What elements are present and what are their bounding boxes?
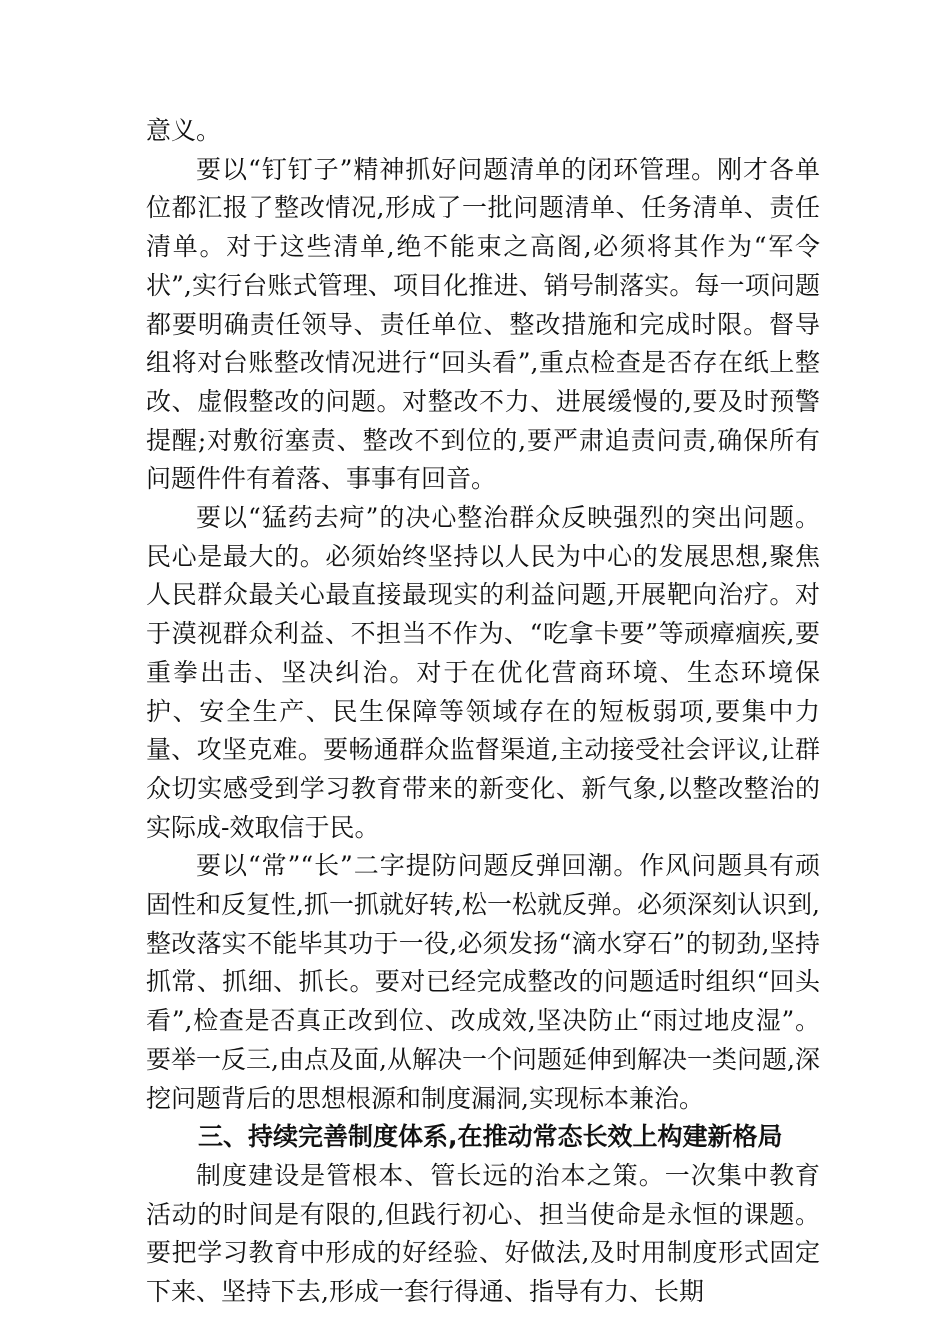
paragraph-continuation: 意义。 bbox=[146, 116, 222, 145]
paragraph-problem-list: 要以“钉钉子”精神抓好问题清单的闭环管理。刚才各单位都汇报了整改情况,形成了一批问题清单、任务清单、责任清单。对于这些清单,绝不能束之高阁,必须将其作为“军令状”,实行台账式管理、项目化推进、销号制落实。每一项问题都要明确责任领导、责任单位、整改措施和完成时限。督导组将对台账整改情况进行“回头看”,重点检查是否存在纸上整改、虚假整改的问题。对整改不力、进展缓慢的,要及时预警提醒;对敷衍塞责、整改不到位的,要严肃追责问责,确保所有问题件件有着落、事事有回音。 bbox=[146, 154, 820, 494]
section-heading: 三、持续完善制度体系,在推动常态长效上构建新格局 bbox=[198, 1122, 783, 1152]
document-page bbox=[146, 112, 820, 1312]
paragraph-prevent-rebound: 要以“常”“长”二字提防问题反弹回潮。作风问题具有顽固性和反复性,抓一抓就好转,松一松就反弹。必须深刻认识到,整改落实不能毕其功于一役,必须发扬“滴水穿石”的韧劲,坚持抓常、抓细、抓长。要对已经完成整改的问题适时组织“回头看”,检查是否真正改到位、改成效,坚决防止“雨过地皮湿”。要举一反三,由点及面,从解决一个问题延伸到解决一类问题,深挖问题背后的思想根源和制度漏洞,实现标本兼治。 bbox=[146, 851, 820, 1113]
paragraph-public-concerns: 要以“猛药去疴”的决心整治群众反映强烈的突出问题。民心是最大的。必须始终坚持以人民为中心的发展思想,聚焦人民群众最关心最直接最现实的利益问题,开展靶向治疗。对于漠视群众利益、不担当不作为、“吃拿卡要”等顽瘴痼疾,要重拳出击、坚决纠治。对于在优化营商环境、生态环境保护、安全生产、民生保障等领域存在的短板弱项,要集中力量、攻坚克难。要畅通群众监督渠道,主动接受社会评议,让群众切实感受到学习教育带来的新变化、新气象,以整改整治的实际成-效取信于民。 bbox=[146, 503, 820, 842]
paragraph-institution-building: 制度建设是管根本、管长远的治本之策。一次集中教育活动的时间是有限的,但践行初心、担当使命是永恒的课题。要把学习教育中形成的好经验、好做法,及时用制度形式固定下来、坚持下去,形成一套行得通、指导有力、长期 bbox=[146, 1160, 820, 1307]
